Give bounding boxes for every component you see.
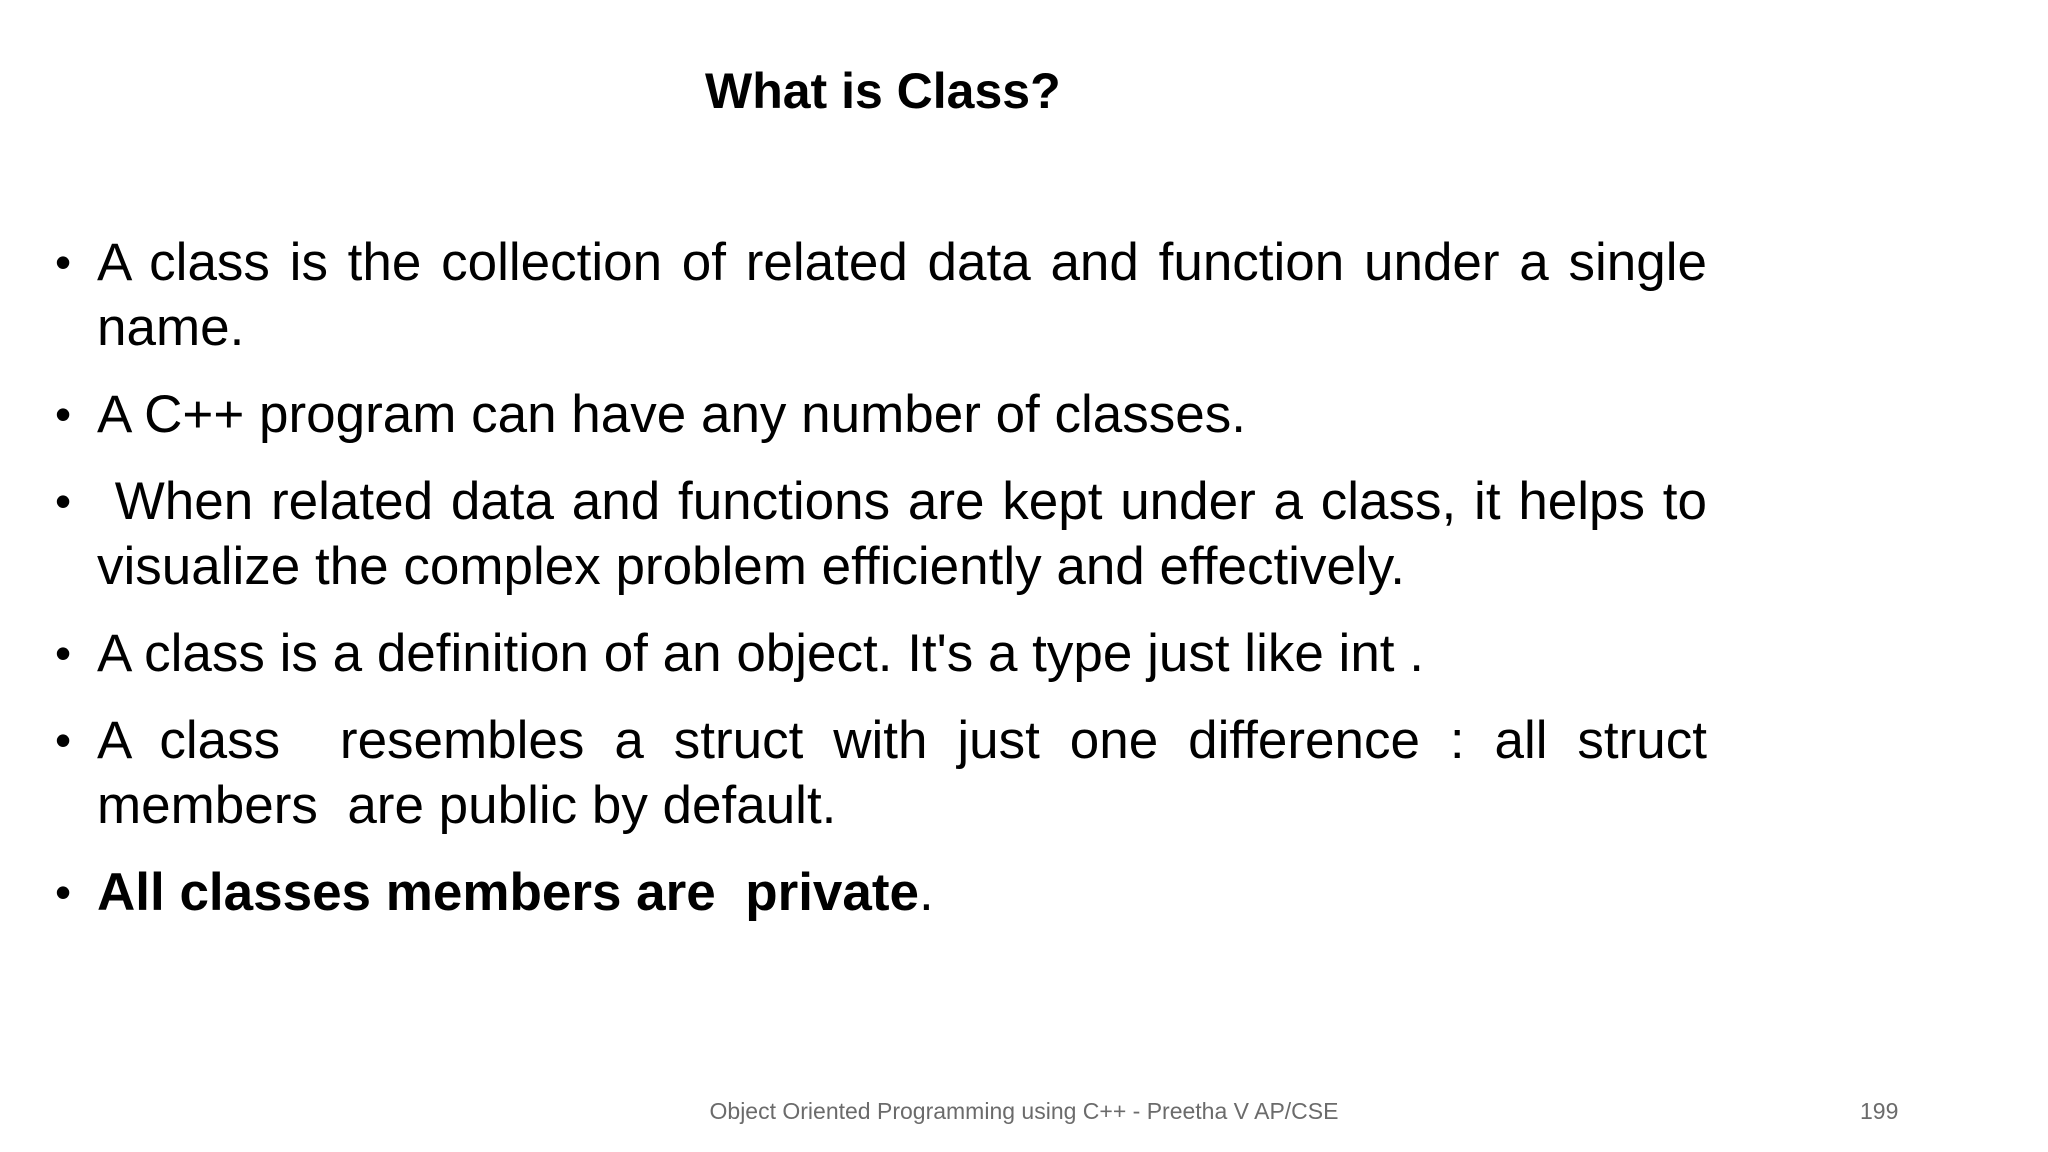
bullet-list (55, 230, 1722, 947)
bullet-icon: • (55, 388, 72, 440)
slide-title: What is Class? (705, 63, 1061, 119)
bullet-text: When related data and functions are kept under a class, it helps to visualize the complex problem efficiently and effectively. (97, 472, 1722, 596)
bullet-icon: • (55, 475, 72, 527)
bullet-icon: • (55, 866, 72, 918)
bullet-text: A class resembles a struct with just one difference : all struct members are public by default. (97, 711, 1722, 835)
bullet-text: A class is the collection of related data and function under a single name. (97, 233, 1707, 357)
slide-footer: Object Oriented Programming using C++ - Preetha V AP/CSE (709, 1098, 1339, 1124)
bullet-text-bold: All classes members are private (97, 863, 919, 922)
bullet-icon: • (55, 714, 72, 766)
bullet-text: A C++ program can have any number of classes. (97, 385, 1246, 444)
bullet-item (55, 621, 1707, 686)
bullet-icon: • (55, 627, 72, 679)
bullet-item (55, 708, 1722, 838)
bullet-text: A class is a definition of an object. It's a type just like int . (97, 624, 1424, 683)
bullet-item (55, 382, 1707, 447)
page-number: 199 (1860, 1098, 1899, 1124)
bullet-item (55, 860, 1707, 925)
bullet-item (55, 469, 1722, 599)
bullet-item (55, 230, 1707, 360)
bullet-icon: • (55, 236, 72, 288)
bullet-text-tail: . (919, 863, 934, 922)
